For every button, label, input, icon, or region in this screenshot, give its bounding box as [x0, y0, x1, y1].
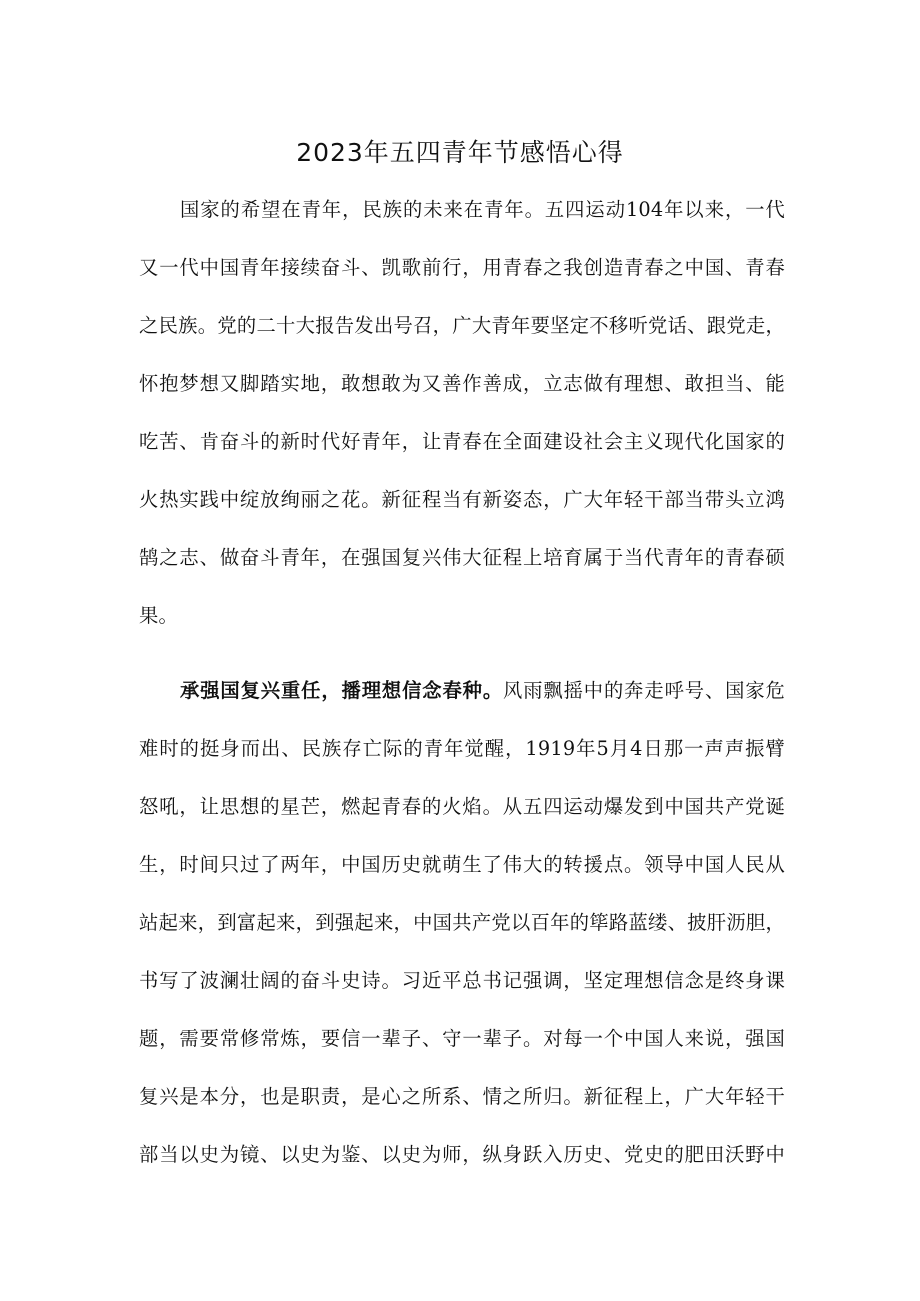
text-line: 鹄之志、做奋斗青年，在强国复兴伟大征程上培育属于当代青年的青春硕: [139, 546, 785, 569]
text-line: 怒吼，让思想的星芒，燃起青春的火焰。从五四运动爆发到中国共产党诞: [139, 795, 785, 818]
text-line: 怀抱梦想又脚踏实地，敢想敢为又善作善成，立志做有理想、敢担当、能: [139, 372, 785, 395]
text-line: 站起来，到富起来，到强起来，中国共产党以百年的筚路蓝缕、披肝沥胆，: [139, 911, 785, 934]
text-line: 题，需要常修常炼，要信一辈子、守一辈子。对每一个中国人来说，强国: [139, 1027, 785, 1050]
text-line: 果。: [139, 604, 178, 627]
text-line: 生，时间只过了两年，中国历史就萌生了伟大的转援点。领导中国人民从: [139, 853, 785, 876]
section-heading: 承强国复兴重任，播理想信念春种。: [180, 679, 504, 702]
text-fragment: 风雨飘摇中的奔走呼号、国家危: [503, 679, 785, 702]
text-line: 吃苦、肯奋斗的新时代好青年，让青春在全面建设社会主义现代化国家的: [139, 430, 785, 453]
text-line: 国家的希望在青年，民族的未来在青年。五四运动104年以来，一代: [180, 198, 785, 221]
text-line: 之民族。党的二十大报告发出号召，广大青年要坚定不移听党话、跟党走，: [139, 314, 785, 337]
paragraph-section-1: [139, 675, 785, 1197]
text-line: 部当以史为镜、以史为鉴、以史为师，纵身跃入历史、党史的肥田沃野中: [139, 1143, 785, 1166]
text-line: 复兴是本分，也是职责，是心之所系、情之所归。新征程上，广大年轻干: [139, 1085, 785, 1108]
paragraph-intro: [139, 194, 785, 658]
text-line: 又一代中国青年接续奋斗、凯歌前行，用青春之我创造青春之中国、青春: [139, 256, 785, 279]
document-title: 2023年五四青年节感悟心得: [296, 138, 624, 167]
text-line: 书写了波澜壮阔的奋斗史诗。习近平总书记强调，坚定理想信念是终身课: [139, 969, 785, 992]
text-line: 火热实践中绽放绚丽之花。新征程当有新姿态，广大年轻干部当带头立鸿: [139, 488, 785, 511]
document-body: [139, 194, 785, 1197]
text-line: [139, 675, 785, 733]
text-line: 难时的挺身而出、民族存亡际的青年觉醒，1919年5月4日那一声声振臂: [139, 737, 785, 760]
